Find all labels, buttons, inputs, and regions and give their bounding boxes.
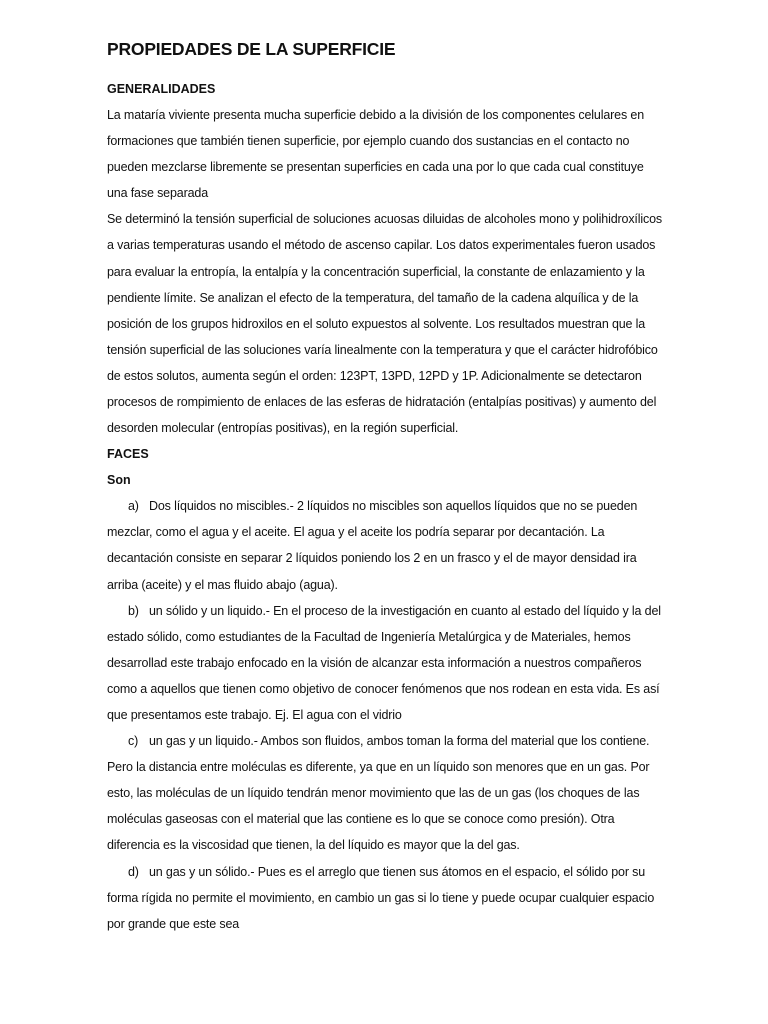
section-heading-faces: FACES	[107, 447, 149, 462]
list-marker: d)	[128, 864, 139, 879]
list-item-c	[107, 728, 667, 858]
list-marker: b)	[128, 603, 139, 618]
list-item-b	[107, 598, 667, 728]
list-item-text: un gas y un liquido.- Ambos son fluidos, ambos toman la forma del material que los contiene. Pero la distancia entre moléculas es diferente, ya que en un líquido son menores que en un gas. Por esto, las moléculas de un líquido tendrán menor movimiento que las de un gas (los choques de las moléculas gaseosas con el material que las contiene es lo que se conoce como presión). Otra diferencia es la viscosidad que tienen, la del líquido es mayor que la del gas.	[107, 734, 650, 853]
document-title: PROPIEDADES DE LA SUPERFICIE	[107, 39, 396, 59]
list-marker: c)	[128, 734, 139, 749]
document-body	[107, 38, 667, 937]
section-heading-generalidades: GENERALIDADES	[107, 82, 216, 96]
paragraph-intro: La mataría viviente presenta mucha superficie debido a la división de los componentes celulares en formaciones que también tienen superficie, por ejemplo cuando dos sustancias en el contacto no pueden mezclarse libremente se presentan superficies en cada una por lo que cada cual constituye una fase separada	[107, 108, 645, 201]
list-item-text: un gas y un sólido.- Pues es el arreglo que tienen sus átomos en el espacio, el sólido por su forma rígida no permite el movimiento, en cambio un gas si lo tiene y puede ocupar cualquier espacio por grande que este sea	[107, 864, 655, 931]
list-marker: a)	[128, 499, 139, 514]
list-item-a	[107, 493, 667, 597]
list-item-text: un sólido y un liquido.- En el proceso de la investigación en cuanto al estado del líquido y la del estado sólido, como estudiantes de la Facultad de Ingeniería Metalúrgica y de Materiales, hemos desarrollad este trabajo enfocado en la visión de alcanzar esta información a nuestros compañeros como a aquellos que tienen como objetivo de conocer fenómenos que nos rodean en esta vida. Es así que presentamos este trabajo. Ej. El agua con el vidrio	[107, 603, 661, 722]
paragraph-surface-tension: Se determinó la tensión superficial de soluciones acuosas diluidas de alcoholes mono y polihidroxílicos a varias temperaturas usando el método de ascenso capilar. Los datos experimentales fueron usados para evaluar la entropía, la entalpía y la concentración superficial, la constante de enlazamiento y la pendiente límite. Se analizan el efecto de la temperatura, del tamaño de la cadena alquílica y de la posición de los grupos hidroxilos en el soluto expuestos al solvente. Los resultados muestran que la tensión superficial de las soluciones varía linealmente con la temperatura y que el carácter hidrofóbico de estos solutos, aumenta según el orden: 123PT, 13PD, 12PD y 1P. Adicionalmente se detectaron procesos de rompimiento de enlaces de las esferas de hidratación (entalpías positivas) y aumento del desorden molecular (entropías positivas), en la región superficial.	[107, 212, 663, 436]
list-item-text: Dos líquidos no miscibles.- 2 líquidos no miscibles son aquellos líquidos que no se pueden mezclar, como el agua y el aceite. El agua y el aceite los podría separar por decantación. La decantación consiste en separar 2 líquidos poniendo los 2 en un frasco y el de mayor densidad ira arriba (aceite) y el mas fluido abajo (agua).	[107, 499, 638, 592]
list-intro: Son	[107, 473, 131, 488]
list-item-d	[107, 859, 667, 937]
